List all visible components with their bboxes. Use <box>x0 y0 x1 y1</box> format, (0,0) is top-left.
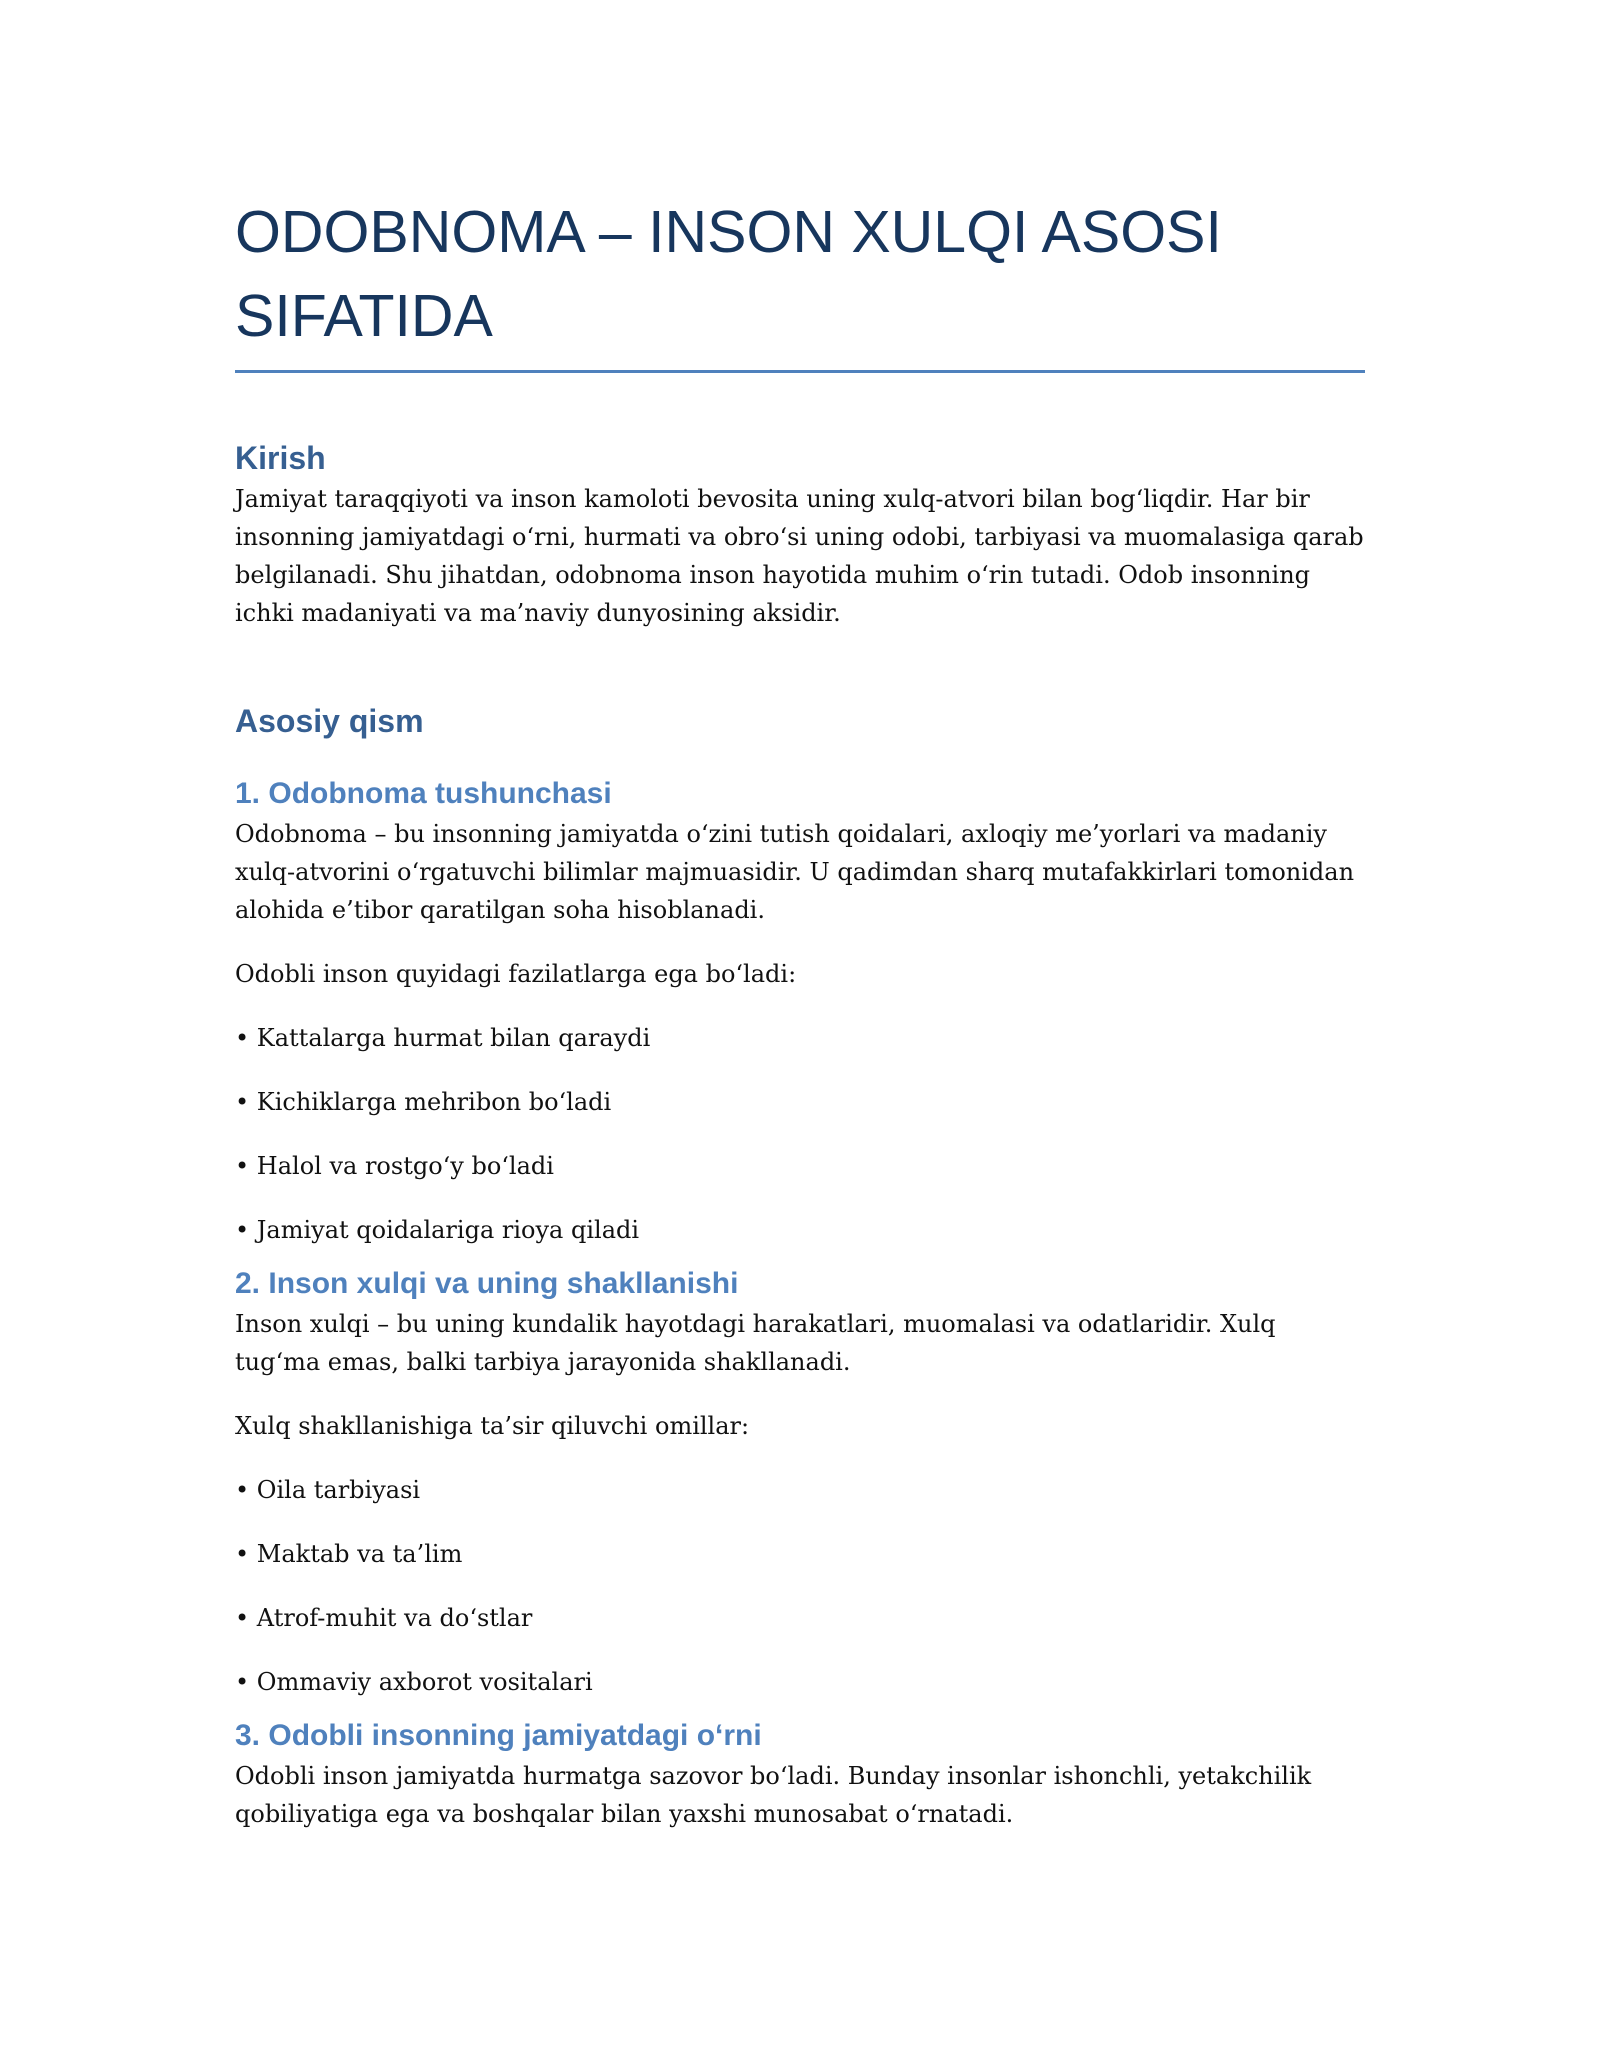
section-2-list-intro: Xulq shakllanishiga ta’sir qiluvchi omillar: <box>235 1412 750 1440</box>
document-page <box>235 190 1365 1833</box>
section-2-paragraph: Inson xulqi – bu uning kundalik hayotdagi harakatlari, muomalasi va odatlaridir. Xulq tug‘ma emas, balki tarbiya jarayonida shakllanadi. <box>235 1310 1276 1376</box>
bullet-item: • Kichiklarga mehribon bo‘ladi <box>235 1088 612 1116</box>
section-3-paragraph: Odobli inson jamiyatda hurmatga sazovor bo‘ladi. Bunday insonlar ishonchli, yetakchilik qobiliyatiga ega va boshqalar bilan yaxshi munosabat o‘rnatadi. <box>235 1762 1312 1828</box>
section-1-list-intro: Odobli inson quyidagi fazilatlarga ega bo‘ladi: <box>235 960 797 988</box>
bullet-item: • Oila tarbiyasi <box>235 1476 421 1504</box>
heading-kirish: Kirish <box>235 440 326 476</box>
section-1-heading: 1. Odobnoma tushunchasi <box>235 777 612 810</box>
bullet-item: • Atrof-muhit va do‘stlar <box>235 1604 533 1632</box>
bullet-item: • Kattalarga hurmat bilan qaraydi <box>235 1024 651 1052</box>
section-1-paragraph: Odobnoma – bu insonning jamiyatda o‘zini tutish qoidalari, axloqiy me’yorlari va madaniy xulq-atvorini o‘rgatuvchi bilimlar majmuasidir. U qadimdan sharq mutafakkirlari tomonidan alohida e’tibor qaratilgan soha hisoblanadi. <box>235 820 1355 924</box>
intro-paragraph: Jamiyat taraqqiyoti va inson kamoloti bevosita uning xulq-atvori bilan bog‘liqdir. Har bir insonning jamiyatdagi o‘rni, hurmati va obro‘si uning odobi, tarbiyasi va muomalasiga qarab belgilanadi. Shu jihatdan, odobnoma inson hayotida muhim o‘rin tutadi. Odob insonning ichki madaniyati va ma’naviy dunyosining aksidir. <box>235 485 1364 627</box>
bullet-item: • Halol va rostgo‘y bo‘ladi <box>235 1152 554 1180</box>
section-3-heading: 3. Odobli insonning jamiyatdagi o‘rni <box>235 1719 762 1752</box>
heading-asosiy-qism: Asosiy qism <box>235 703 424 739</box>
section-2-heading: 2. Inson xulqi va uning shakllanishi <box>235 1267 739 1300</box>
bullet-item: • Jamiyat qoidalariga rioya qiladi <box>235 1216 640 1244</box>
document-title: ODOBNOMA – INSON XULQI ASOSI SIFATIDA <box>235 190 1365 373</box>
bullet-item: • Maktab va ta’lim <box>235 1540 463 1568</box>
bullet-item: • Ommaviy axborot vositalari <box>235 1668 593 1696</box>
